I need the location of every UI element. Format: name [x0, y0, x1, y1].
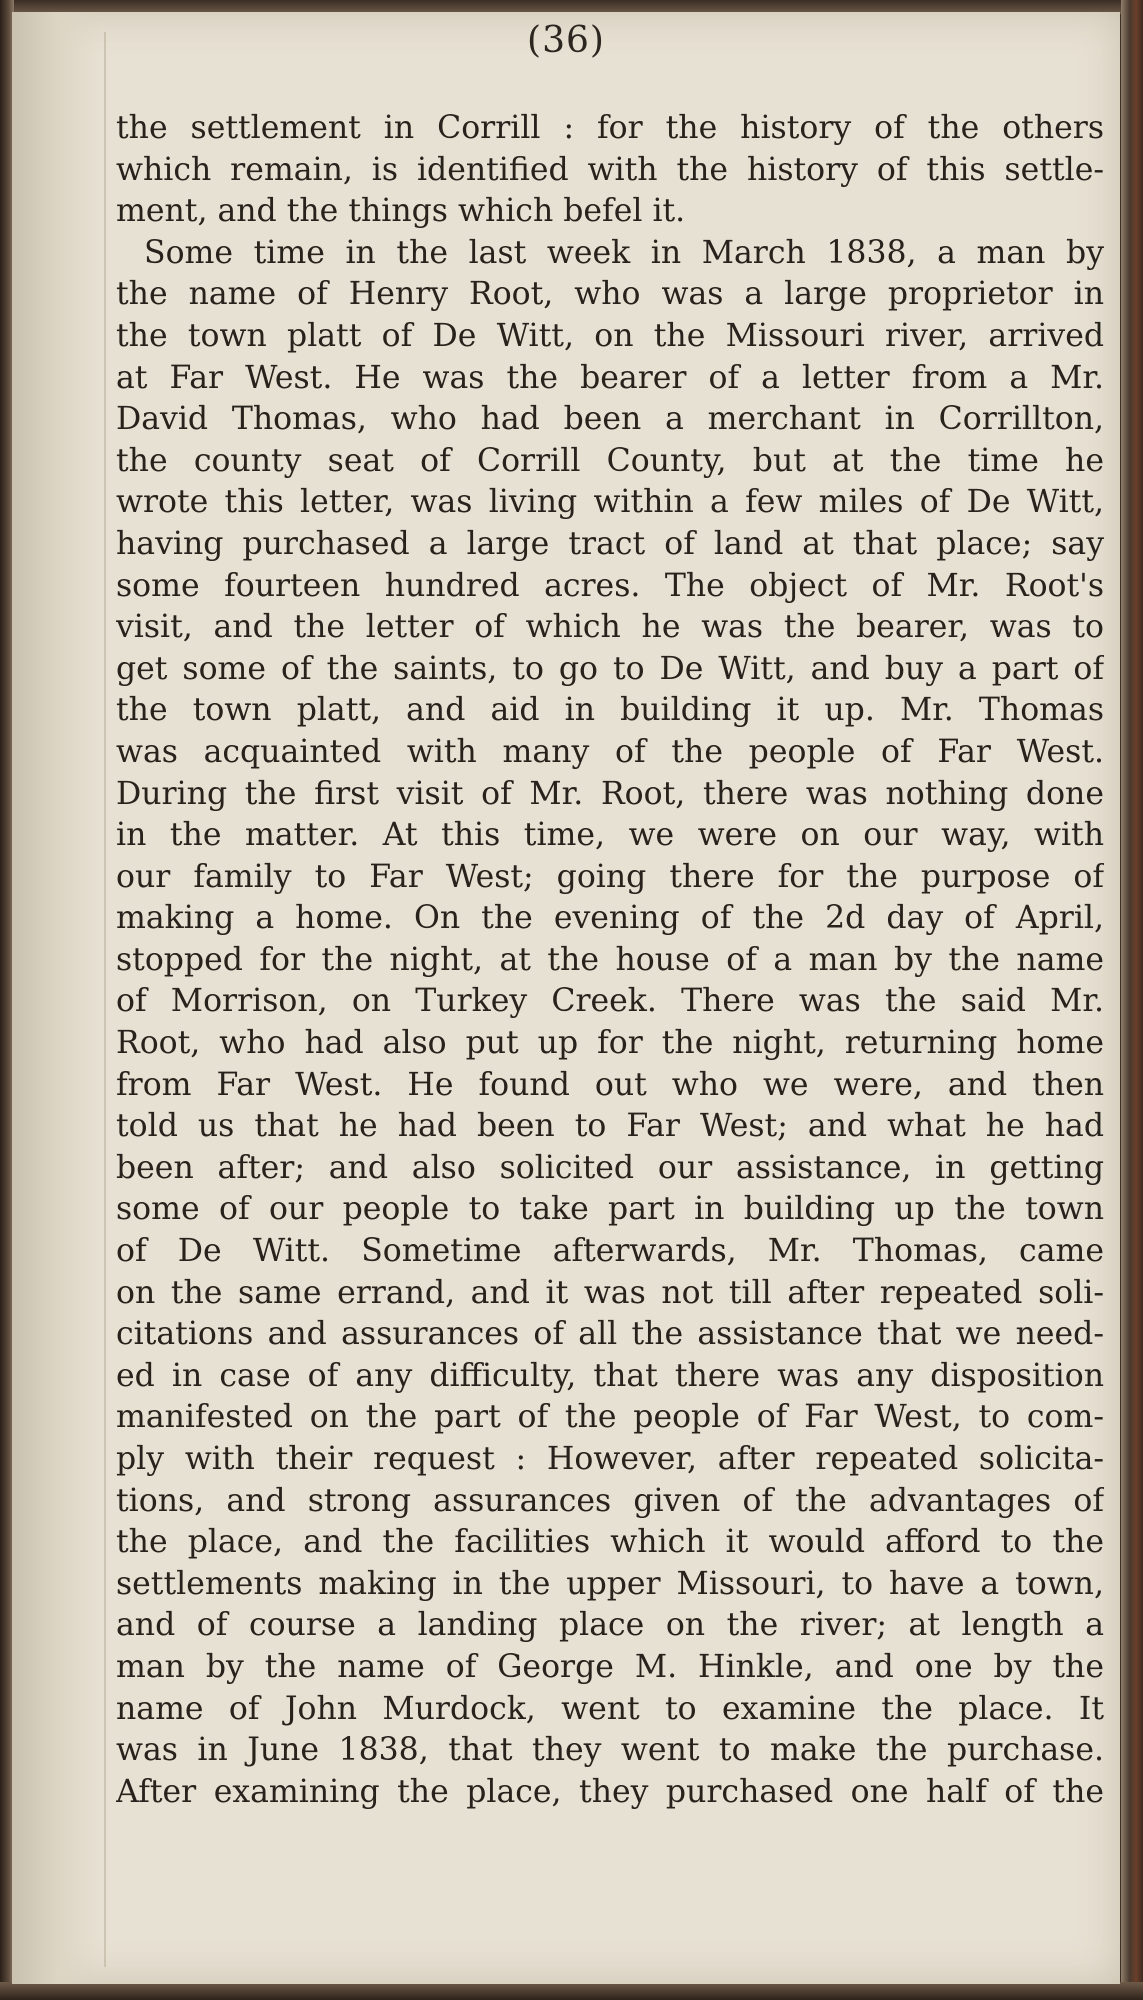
- text-line: our family to Far West; going there for the purpose of: [116, 858, 1104, 895]
- text-line: Root, who had also put up for the night, returning home: [116, 1025, 1104, 1062]
- text-line: having purchased a large tract of land at that place; say: [116, 525, 1104, 562]
- text-line: been after; and also solicited our assistance, in getting: [116, 1149, 1104, 1186]
- text-line: tions, and strong assurances given of the advantages of: [116, 1482, 1104, 1519]
- text-line: some fourteen hundred acres. The object of Mr. Root's: [116, 567, 1104, 604]
- text-line: After examining the place, they purchased one half of the: [116, 1773, 1104, 1810]
- text-line: the name of Henry Root, who was a large proprietor in: [116, 276, 1104, 313]
- body-text: [116, 108, 1104, 1813]
- text-line: Some time in the last week in March 1838, a man by: [144, 234, 1104, 271]
- text-line: ed in case of any difficulty, that there was any disposition: [116, 1357, 1104, 1394]
- text-line: at Far West. He was the bearer of a letter from a Mr.: [116, 359, 1104, 396]
- page-gutter: [12, 12, 102, 1984]
- text-line: the town platt, and aid in building it up. Mr. Thomas: [116, 692, 1104, 729]
- text-line: visit, and the letter of which he was the bearer, was to: [116, 609, 1104, 646]
- text-line: ment, and the things which befel it.: [116, 193, 686, 230]
- text-line: settlements making in the upper Missouri, to have a town,: [116, 1565, 1104, 1602]
- text-line: on the same errand, and it was not till after repeated soli-: [116, 1274, 1104, 1311]
- text-line: stopped for the night, at the house of a man by the name: [116, 941, 1104, 978]
- text-line: from Far West. He found out who we were, and then: [116, 1066, 1104, 1103]
- page-number: (36): [527, 20, 605, 61]
- text-line: get some of the saints, to go to De Witt, and buy a part of: [116, 650, 1104, 687]
- text-line: which remain, is identified with the history of this settle-: [116, 151, 1104, 188]
- text-line: in the matter. At this time, we were on our way, with: [116, 817, 1104, 854]
- text-line: name of John Murdock, went to examine the place. It: [116, 1690, 1104, 1727]
- text-line: and of course a landing place on the river; at length a: [116, 1607, 1104, 1644]
- text-line: the town platt of De Witt, on the Missouri river, arrived: [116, 317, 1104, 354]
- text-line: the county seat of Corrill County, but at the time he: [116, 442, 1104, 479]
- book-edge-bottom: [0, 1982, 1143, 2000]
- text-line: of De Witt. Sometime afterwards, Mr. Thomas, came: [116, 1233, 1104, 1270]
- text-line: some of our people to take part in building up the town: [116, 1191, 1104, 1228]
- text-line: manifested on the part of the people of Far West, to com-: [116, 1399, 1104, 1436]
- text-line: told us that he had been to Far West; and what he had: [116, 1108, 1104, 1145]
- text-line: man by the name of George M. Hinkle, and one by the: [116, 1648, 1104, 1685]
- text-line: the place, and the facilities which it would afford to the: [116, 1524, 1104, 1561]
- text-line: making a home. On the evening of the 2d day of April,: [116, 900, 1104, 937]
- text-line: of Morrison, on Turkey Creek. There was the said Mr.: [116, 983, 1104, 1020]
- book-page: [12, 12, 1120, 1984]
- text-line: wrote this letter, was living within a few miles of De Witt,: [116, 484, 1104, 521]
- text-line: David Thomas, who had been a merchant in Corrillton,: [116, 401, 1104, 438]
- book-edge-right: [1121, 0, 1143, 2000]
- text-line: ply with their request : However, after repeated solicita-: [116, 1441, 1104, 1477]
- text-line: citations and assurances of all the assistance that we need-: [116, 1316, 1104, 1353]
- text-line: the settlement in Corrill : for the history of the others: [116, 110, 1104, 146]
- text-line: During the first visit of Mr. Root, there was nothing done: [116, 775, 1104, 812]
- text-line: was in June 1838, that they went to make the purchase.: [116, 1732, 1104, 1769]
- text-line: was acquainted with many of the people of Far West.: [116, 733, 1104, 770]
- gutter-line: [104, 32, 106, 1967]
